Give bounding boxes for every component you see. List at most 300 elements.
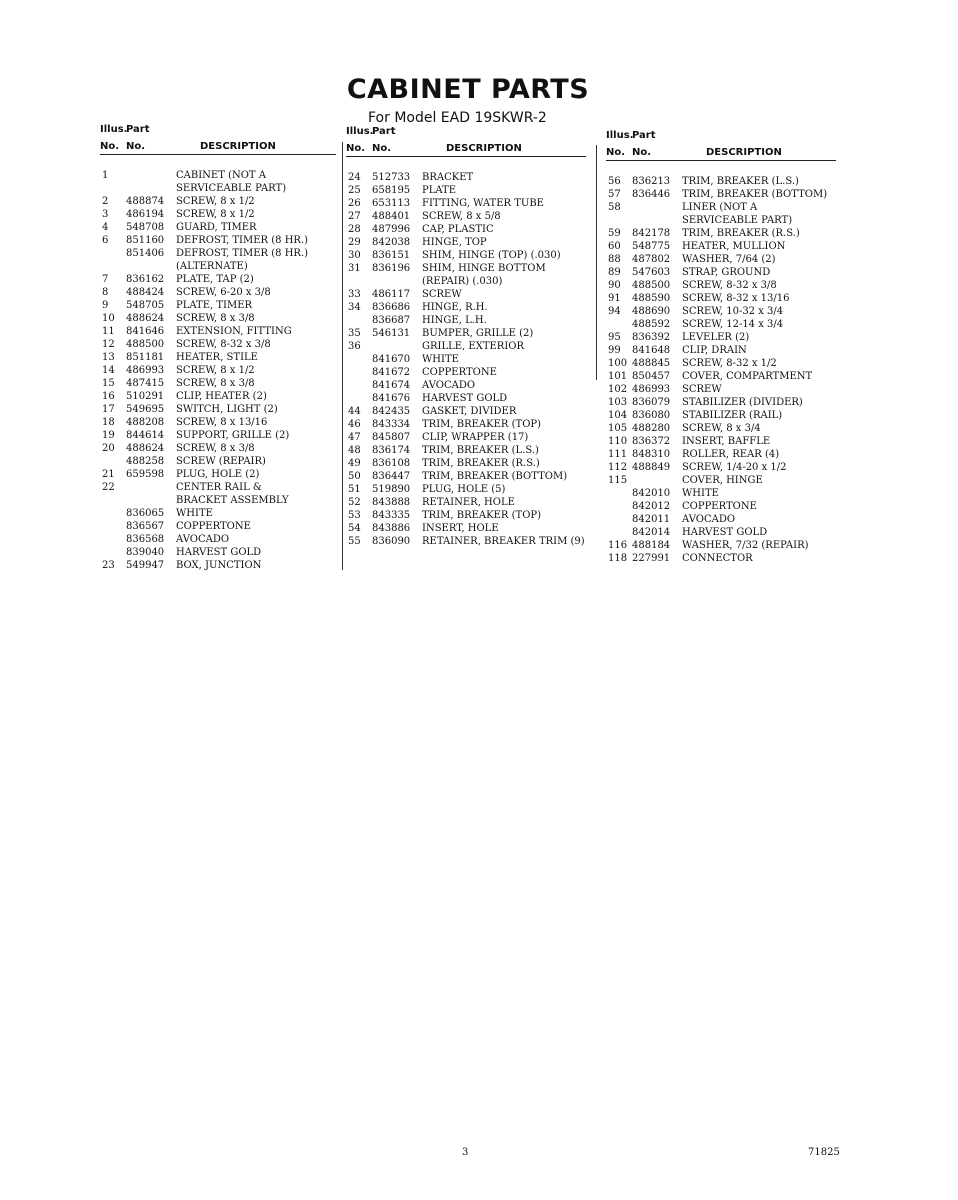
part-number: 836151 — [372, 250, 411, 261]
part-description: SCREW, 12-14 x 3/4 — [682, 319, 784, 330]
part-number: 843888 — [372, 497, 411, 508]
part-description: TRIM, BREAKER (TOP) — [422, 510, 542, 521]
illus-number: 116 — [608, 540, 628, 551]
part-description: INSERT, HOLE — [422, 523, 499, 534]
part-description: CONNECTOR — [682, 553, 753, 564]
table-row — [346, 249, 586, 262]
part-description: GRILLE, EXTERIOR — [422, 341, 525, 352]
illus-number: 111 — [608, 449, 628, 460]
part-description: HARVEST GOLD — [422, 393, 508, 404]
part-number: 488424 — [126, 287, 165, 298]
part-number: 842014 — [632, 527, 671, 538]
part-number: 548775 — [632, 241, 671, 252]
part-number: 488500 — [632, 280, 671, 291]
part-number: 549947 — [126, 560, 165, 571]
table-row — [346, 535, 586, 548]
table-row — [100, 169, 336, 182]
table-row — [346, 392, 586, 405]
illus-number: 18 — [102, 417, 115, 428]
part-number: 841674 — [372, 380, 411, 391]
table-row — [346, 236, 586, 249]
table-row — [100, 247, 336, 260]
column-divider — [596, 145, 597, 380]
illus-number: 91 — [608, 293, 621, 304]
illus-number: 118 — [608, 553, 628, 564]
table-row — [606, 344, 836, 357]
part-number: 486194 — [126, 209, 165, 220]
part-number: 487802 — [632, 254, 671, 265]
table-row — [606, 396, 836, 409]
illus-number: 110 — [608, 436, 628, 447]
part-number: 836080 — [632, 410, 671, 421]
part-number: 842038 — [372, 237, 411, 248]
header-description: DESCRIPTION — [200, 141, 276, 152]
table-row — [100, 325, 336, 338]
table-row — [100, 221, 336, 234]
part-description: CENTER RAIL & — [176, 482, 262, 493]
illus-number: 21 — [102, 469, 115, 480]
part-description: WASHER, 7/64 (2) — [682, 254, 776, 265]
table-row — [346, 457, 586, 470]
illus-number: 48 — [348, 445, 361, 456]
part-description: PLATE — [422, 185, 457, 196]
part-number: 842011 — [632, 514, 671, 525]
part-description: HINGE, R.H. — [422, 302, 488, 313]
header-illus: Illus. — [346, 126, 374, 137]
table-row — [346, 431, 586, 444]
header-description: DESCRIPTION — [446, 143, 522, 154]
part-number: 836065 — [126, 508, 165, 519]
part-number: 836174 — [372, 445, 411, 456]
table-row — [606, 214, 836, 227]
illus-number: 9 — [102, 300, 109, 311]
table-row — [346, 366, 586, 379]
table-row — [346, 379, 586, 392]
table-row — [346, 418, 586, 431]
illus-number: 50 — [348, 471, 361, 482]
part-description: GASKET, DIVIDER — [422, 406, 517, 417]
part-number: 486993 — [126, 365, 165, 376]
part-description: (REPAIR) (.030) — [422, 276, 503, 287]
part-number: 487415 — [126, 378, 165, 389]
part-description: PLATE, TIMER — [176, 300, 253, 311]
table-row — [100, 416, 336, 429]
table-row — [606, 526, 836, 539]
illus-number: 56 — [608, 176, 621, 187]
table-row — [346, 197, 586, 210]
illus-number: 11 — [102, 326, 115, 337]
illus-number: 101 — [608, 371, 628, 382]
part-number: 488624 — [126, 443, 165, 454]
part-description: SUPPORT, GRILLE (2) — [176, 430, 290, 441]
part-description: TRIM, BREAKER (TOP) — [422, 419, 542, 430]
part-number: 836568 — [126, 534, 165, 545]
table-row — [606, 500, 836, 513]
part-number: 836372 — [632, 436, 671, 447]
table-row — [100, 442, 336, 455]
table-row — [346, 327, 586, 340]
part-number: 488184 — [632, 540, 671, 551]
part-description: AVOCADO — [422, 380, 476, 391]
part-description: SCREW, 8 x 3/4 — [682, 423, 761, 434]
part-number: 548705 — [126, 300, 165, 311]
part-description: TRIM, BREAKER (BOTTOM) — [682, 189, 828, 200]
table-row — [606, 240, 836, 253]
illus-number: 23 — [102, 560, 115, 571]
table-row — [606, 474, 836, 487]
part-number: 843334 — [372, 419, 411, 430]
part-number: 851406 — [126, 248, 165, 259]
part-description: SWITCH, LIGHT (2) — [176, 404, 278, 415]
part-number: 842435 — [372, 406, 411, 417]
part-description: RETAINER, BREAKER TRIM (9) — [422, 536, 585, 547]
part-description: SCREW, 8 x 1/2 — [176, 196, 255, 207]
illus-number: 58 — [608, 202, 621, 213]
illus-number: 7 — [102, 274, 109, 285]
illus-number: 60 — [608, 241, 621, 252]
illus-number: 112 — [608, 462, 628, 473]
illus-number: 19 — [102, 430, 115, 441]
part-description: WHITE — [176, 508, 213, 519]
part-description: BUMPER, GRILLE (2) — [422, 328, 534, 339]
table-row — [346, 470, 586, 483]
table-row — [346, 483, 586, 496]
parts-column-3 — [606, 130, 836, 565]
illus-number: 59 — [608, 228, 621, 239]
part-number: 836090 — [372, 536, 411, 547]
part-description: PLATE, TAP (2) — [176, 274, 254, 285]
part-description: CAP, PLASTIC — [422, 224, 494, 235]
part-description: WHITE — [682, 488, 719, 499]
part-number: 836392 — [632, 332, 671, 343]
table-row — [100, 312, 336, 325]
table-row — [346, 223, 586, 236]
part-description: HINGE, L.H. — [422, 315, 487, 326]
table-row — [346, 522, 586, 535]
part-number: 845807 — [372, 432, 411, 443]
table-row — [606, 253, 836, 266]
part-description: SCREW, 8-32 x 3/8 — [176, 339, 271, 350]
illus-number: 25 — [348, 185, 361, 196]
table-row — [606, 266, 836, 279]
table-row — [100, 195, 336, 208]
table-row — [606, 357, 836, 370]
part-number: 488874 — [126, 196, 165, 207]
part-description: STRAP, GROUND — [682, 267, 771, 278]
illus-number: 55 — [348, 536, 361, 547]
table-row — [606, 292, 836, 305]
illus-number: 51 — [348, 484, 361, 495]
part-number: 227991 — [632, 553, 671, 564]
table-row — [346, 288, 586, 301]
illus-number: 105 — [608, 423, 628, 434]
part-number: 836447 — [372, 471, 411, 482]
part-number: 487996 — [372, 224, 411, 235]
table-row — [100, 364, 336, 377]
header-part: Part — [632, 130, 656, 141]
part-description: SCREW, 8 x 3/8 — [176, 443, 255, 454]
table-row — [606, 201, 836, 214]
part-description: WHITE — [422, 354, 459, 365]
table-row — [346, 353, 586, 366]
page-title: CABINET PARTS — [346, 74, 590, 105]
part-description: (ALTERNATE) — [176, 261, 248, 272]
part-description: COPPERTONE — [176, 521, 251, 532]
part-number: 836196 — [372, 263, 411, 274]
part-number: 842178 — [632, 228, 671, 239]
part-description: SCREW (REPAIR) — [176, 456, 266, 467]
header-description: DESCRIPTION — [706, 147, 782, 158]
part-description: WASHER, 7/32 (REPAIR) — [682, 540, 809, 551]
part-description: ROLLER, REAR (4) — [682, 449, 780, 460]
part-number: 659598 — [126, 469, 165, 480]
table-row — [100, 559, 336, 572]
part-number: 488849 — [632, 462, 671, 473]
part-number: 836686 — [372, 302, 411, 313]
illus-number: 3 — [102, 209, 109, 220]
column-divider — [342, 142, 343, 570]
part-number: 549695 — [126, 404, 165, 415]
part-number: 548708 — [126, 222, 165, 233]
part-number: 841672 — [372, 367, 411, 378]
illus-number: 30 — [348, 250, 361, 261]
header-part-no: No. — [632, 147, 652, 158]
part-description: SCREW, 1/4-20 x 1/2 — [682, 462, 787, 473]
header-no: No. — [100, 141, 120, 152]
table-row — [100, 390, 336, 403]
table-row — [100, 403, 336, 416]
part-description: SCREW — [422, 289, 462, 300]
table-row — [100, 338, 336, 351]
illus-number: 36 — [348, 341, 361, 352]
illus-number: 88 — [608, 254, 621, 265]
part-description: CLIP, HEATER (2) — [176, 391, 267, 402]
table-row — [346, 405, 586, 418]
illus-number: 102 — [608, 384, 628, 395]
page-number: 3 — [462, 1147, 469, 1158]
part-description: STABILIZER (RAIL) — [682, 410, 783, 421]
part-number: 842010 — [632, 488, 671, 499]
illus-number: 27 — [348, 211, 361, 222]
part-description: HINGE, TOP — [422, 237, 487, 248]
illus-number: 24 — [348, 172, 361, 183]
illus-number: 115 — [608, 475, 628, 486]
illus-number: 35 — [348, 328, 361, 339]
column-header — [100, 124, 336, 155]
table-row — [100, 546, 336, 559]
table-row — [606, 175, 836, 188]
illus-number: 34 — [348, 302, 361, 313]
illus-number: 47 — [348, 432, 361, 443]
part-description: HEATER, STILE — [176, 352, 258, 363]
illus-number: 13 — [102, 352, 115, 363]
illus-number: 104 — [608, 410, 628, 421]
illus-number: 94 — [608, 306, 621, 317]
table-row — [606, 513, 836, 526]
table-row — [100, 533, 336, 546]
table-row — [606, 227, 836, 240]
header-part: Part — [126, 124, 150, 135]
table-row — [100, 481, 336, 494]
table-row — [100, 494, 336, 507]
part-description: RETAINER, HOLE — [422, 497, 515, 508]
part-description: PLUG, HOLE (5) — [422, 484, 506, 495]
part-description: SERVICEABLE PART) — [176, 183, 287, 194]
table-row — [606, 461, 836, 474]
part-number: 658195 — [372, 185, 411, 196]
part-number: 488845 — [632, 358, 671, 369]
part-number: 486117 — [372, 289, 411, 300]
part-number: 488401 — [372, 211, 411, 222]
part-description: CLIP, DRAIN — [682, 345, 747, 356]
table-row — [100, 208, 336, 221]
part-number: 839040 — [126, 547, 165, 558]
illus-number: 8 — [102, 287, 109, 298]
header-no: No. — [346, 143, 366, 154]
part-number: 547603 — [632, 267, 671, 278]
table-row — [606, 383, 836, 396]
illus-number: 26 — [348, 198, 361, 209]
part-description: SCREW, 8 x 5/8 — [422, 211, 501, 222]
table-row — [100, 273, 336, 286]
illus-number: 49 — [348, 458, 361, 469]
part-description: FITTING, WATER TUBE — [422, 198, 544, 209]
illus-number: 4 — [102, 222, 109, 233]
parts-column-1 — [100, 124, 336, 572]
table-row — [100, 507, 336, 520]
illus-number: 6 — [102, 235, 109, 246]
part-number: 488624 — [126, 313, 165, 324]
part-description: COPPERTONE — [422, 367, 497, 378]
part-number: 488590 — [632, 293, 671, 304]
table-row — [346, 314, 586, 327]
part-number: 836567 — [126, 521, 165, 532]
table-row — [606, 422, 836, 435]
part-number: 843886 — [372, 523, 411, 534]
illus-number: 20 — [102, 443, 115, 454]
table-row — [606, 552, 836, 565]
part-number: 836446 — [632, 189, 671, 200]
part-description: SCREW, 8-32 x 3/8 — [682, 280, 777, 291]
parts-column-2 — [346, 126, 586, 548]
part-description: PLUG, HOLE (2) — [176, 469, 260, 480]
part-number: 488690 — [632, 306, 671, 317]
part-description: HEATER, MULLION — [682, 241, 786, 252]
part-number: 486993 — [632, 384, 671, 395]
part-description: SCREW — [682, 384, 722, 395]
part-description: SCREW, 10-32 x 3/4 — [682, 306, 784, 317]
table-row — [100, 234, 336, 247]
part-description: SCREW, 8 x 3/8 — [176, 378, 255, 389]
illus-number: 12 — [102, 339, 115, 350]
table-row — [346, 275, 586, 288]
part-number: 488500 — [126, 339, 165, 350]
illus-number: 15 — [102, 378, 115, 389]
part-number: 844614 — [126, 430, 165, 441]
part-number: 519890 — [372, 484, 411, 495]
table-row — [606, 539, 836, 552]
part-description: BOX, JUNCTION — [176, 560, 262, 571]
table-row — [100, 182, 336, 195]
header-no: No. — [606, 147, 626, 158]
table-row — [606, 279, 836, 292]
illus-number: 17 — [102, 404, 115, 415]
part-number: 836687 — [372, 315, 411, 326]
part-number: 841648 — [632, 345, 671, 356]
illus-number: 44 — [348, 406, 361, 417]
part-number: 512733 — [372, 172, 411, 183]
part-description: SHIM, HINGE BOTTOM — [422, 263, 546, 274]
table-row — [606, 487, 836, 500]
table-row — [606, 318, 836, 331]
table-row — [346, 262, 586, 275]
part-number: 488208 — [126, 417, 165, 428]
part-description: CLIP, WRAPPER (17) — [422, 432, 529, 443]
table-row — [606, 448, 836, 461]
part-description: TRIM, BREAKER (L.S.) — [682, 176, 799, 187]
part-number: 488258 — [126, 456, 165, 467]
column-header — [346, 126, 586, 157]
part-description: TRIM, BREAKER (BOTTOM) — [422, 471, 568, 482]
table-row — [346, 496, 586, 509]
illus-number: 46 — [348, 419, 361, 430]
table-row — [100, 299, 336, 312]
part-description: SCREW, 8 x 1/2 — [176, 365, 255, 376]
table-row — [100, 377, 336, 390]
table-row — [606, 305, 836, 318]
table-row — [606, 370, 836, 383]
part-description: GUARD, TIMER — [176, 222, 257, 233]
part-description: SERVICEABLE PART) — [682, 215, 793, 226]
part-description: TRIM, BREAKER (R.S.) — [682, 228, 800, 239]
part-description: DEFROST, TIMER (8 HR.) — [176, 248, 309, 259]
part-description: STABILIZER (DIVIDER) — [682, 397, 803, 408]
illus-number: 10 — [102, 313, 115, 324]
part-description: TRIM, BREAKER (R.S.) — [422, 458, 540, 469]
table-row — [100, 520, 336, 533]
illus-number: 22 — [102, 482, 115, 493]
part-description: INSERT, BAFFLE — [682, 436, 771, 447]
header-part-no: No. — [372, 143, 392, 154]
illus-number: 31 — [348, 263, 361, 274]
illus-number: 99 — [608, 345, 621, 356]
illus-number: 33 — [348, 289, 361, 300]
table-row — [100, 260, 336, 273]
table-row — [346, 340, 586, 353]
part-description: LEVELER (2) — [682, 332, 750, 343]
illus-number: 29 — [348, 237, 361, 248]
table-row — [100, 429, 336, 442]
illus-number: 53 — [348, 510, 361, 521]
illus-number: 2 — [102, 196, 109, 207]
part-description: AVOCADO — [682, 514, 736, 525]
part-description: HARVEST GOLD — [682, 527, 768, 538]
table-row — [100, 351, 336, 364]
part-description: SCREW, 8-32 x 13/16 — [682, 293, 790, 304]
part-description: SCREW, 8-32 x 1/2 — [682, 358, 777, 369]
part-number: 841670 — [372, 354, 411, 365]
part-description: COPPERTONE — [682, 501, 757, 512]
illus-number: 16 — [102, 391, 115, 402]
part-number: 841676 — [372, 393, 411, 404]
part-number: 851160 — [126, 235, 165, 246]
part-description: BRACKET — [422, 172, 474, 183]
part-description: COVER, COMPARTMENT — [682, 371, 813, 382]
table-row — [100, 455, 336, 468]
table-row — [606, 331, 836, 344]
table-row — [346, 509, 586, 522]
illus-number: 95 — [608, 332, 621, 343]
